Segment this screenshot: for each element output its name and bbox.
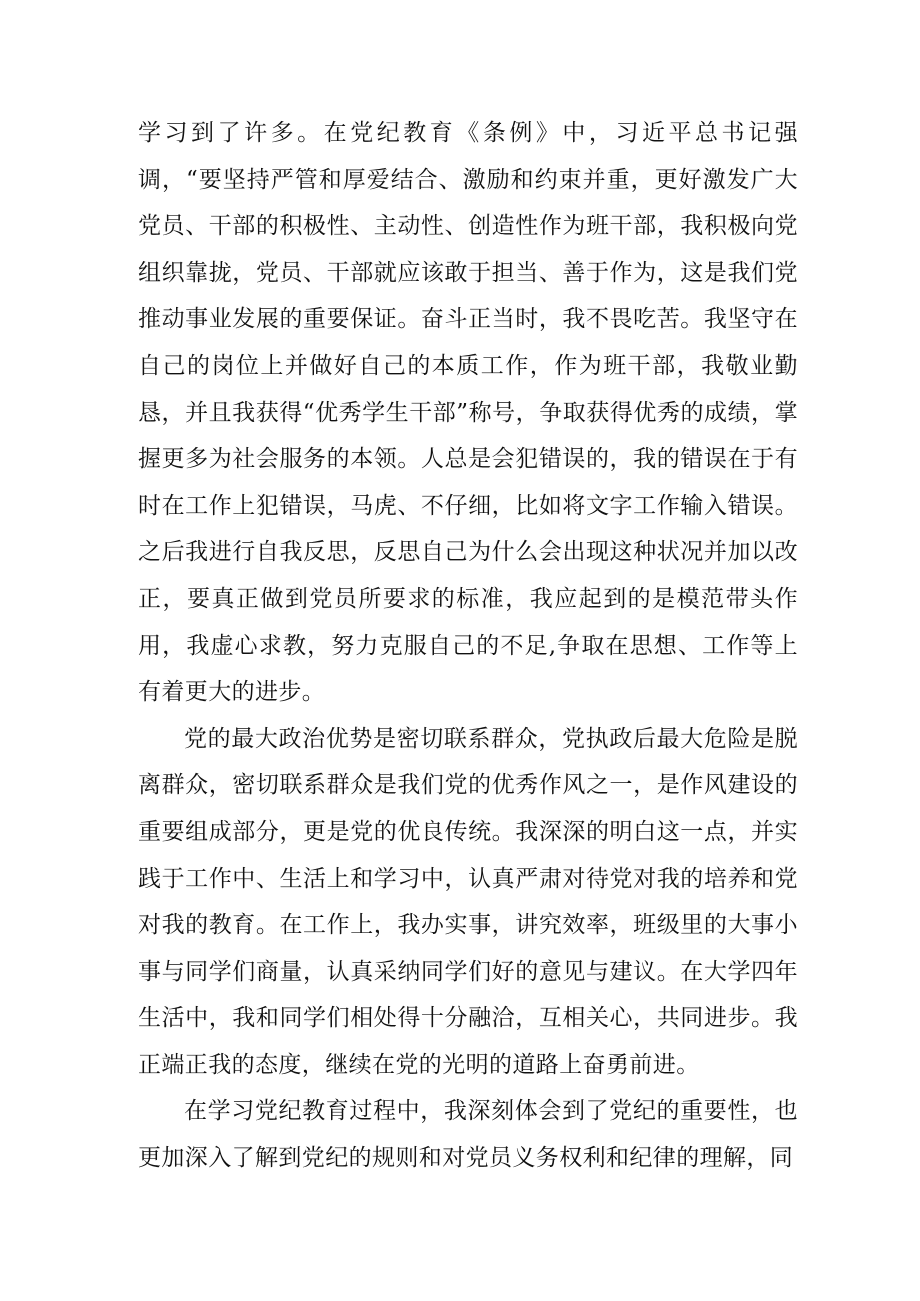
paragraph-mass-line: 党的最大政治优势是密切联系群众，党执政后最大危险是脱离群众，密切联系群众是我们党的优秀作风之一，是作风建设的重要组成部分，更是党的优良传统。我深深的明白这一点，并实践于工作中、生活上和学习中，认真严肃对待党对我的培养和党对我的教育。在工作上，我办实事，讲究效率，班级里的大事小事与同学们商量，认真采纳同学们好的意见与建议。在大学四年生活中，我和同学们相处得十分融洽，互相关心，共同进步。我正端正我的态度，继续在党的光明的道路上奋勇前进。 [138, 725, 798, 1078]
paragraph-discipline-learning: 在学习党纪教育过程中，我深刻体会到了党纪的重要性，也更加深入了解到党纪的规则和对党员义务权利和纪律的理解，同 [138, 1098, 798, 1172]
document-body [138, 110, 798, 1182]
paragraph-continuation: 学习到了许多。在党纪教育《条例》中，习近平总书记强调，“要坚持严管和厚爱结合、激励和约束并重，更好激发广大党员、干部的积极性、主动性、创造性作为班干部，我积极向党组织靠拢，党员、干部就应该敢于担当、善于作为，这是我们党推动事业发展的重要保证。奋斗正当时，我不畏吃苦。我坚守在自己的岗位上并做好自己的本质工作，作为班干部，我敬业勤恳，并且我获得“优秀学生干部”称号，争取获得优秀的成绩，掌握更多为社会服务的本领。人总是会犯错误的，我的错误在于有时在工作上犯错误，马虎、不仔细，比如将文字工作输入错误。之后我进行自我反思，反思自己为什么会出现这种状况并加以改正，要真正做到党员所要求的标准，我应起到的是模范带头作用，我虚心求教，努力克服自己的不足,争取在思想、工作等上有着更大的进步。 [138, 120, 798, 706]
